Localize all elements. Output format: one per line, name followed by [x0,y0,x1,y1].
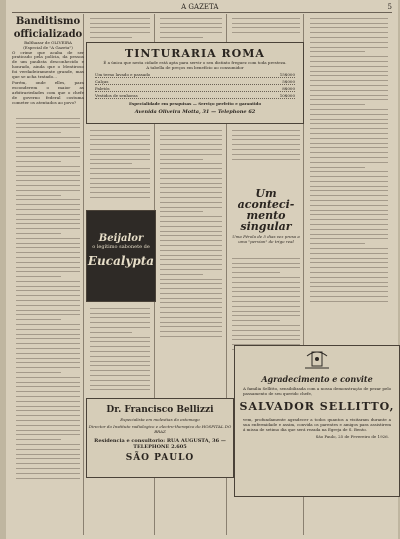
article-body-text [232,126,300,163]
price-label: Paletós [95,86,110,91]
article-body-text [90,304,150,394]
price-label: Vestidos de senhoras [95,93,138,98]
article-paragraph: O crime que acaba de ser praticado pela polícia, da pessoa de um paulista desconhecido e honrado, ainda que o Mentiroso foi verdadeiramente grande, mas que se acha tratado... [12,49,84,79]
price-value: 10$000 [279,93,295,98]
article-title: Um aconteci-mento singular [237,188,295,233]
article-author: Balthazar de OLIVEIRA [24,40,72,45]
notice-text2: vem, profundamente agradecer a todos quantos a visitaram durante a sua enfermidade e assim, convida os parentes e amigos para assistirem á missa de setimo dia que será rezada na Egreja de S. Bento. [243,417,391,432]
article-title-line2: officializado [13,29,83,40]
header-title: A GAZETA [181,3,219,11]
ad-doctor-role: Director do Instituto radiologico e electro-therapico do HOSPITAL DO BRAZ [88,424,232,434]
ad-beijalor-sub: o legítimo sabonete de [92,244,150,250]
ad-intro: É a única que nesta cidade está apta para servir o seu distinto freguez com toda presteza. [103,60,287,65]
ad-special: Especialidade em pesquisas — Serviço perfeito e garantido [128,101,261,106]
price-row [95,93,295,99]
article-body-text [160,126,222,341]
price-value: 5$000 [282,79,295,84]
page-header [12,2,392,13]
article-acontecimento [228,188,304,250]
ad-bellizzi [86,398,234,478]
ad-beijalor [86,210,156,302]
price-row [95,72,295,78]
notice-name: SALVADOR SELLITTO, [239,400,395,413]
price-value: 15$000 [279,72,295,77]
article-body-text [232,14,300,37]
article-subtitle: Uma Pérola de 5 dias vez presa a uma "pervian" de trigo real [232,234,300,244]
article-body-text [310,14,388,306]
article-body-text [232,254,300,354]
price-list [87,70,303,101]
article-body-text [16,114,80,482]
ad-subtitle: A tabella de preços em benefício ao consumidor [146,65,244,70]
notice-signature: São Paulo, 25 de Fevereiro de 1926. [315,434,389,439]
price-label: Um terno lavado e passado [95,72,151,77]
price-row [95,86,295,92]
notice-text: A familia Sellitto, sensibilizada com a nossa demonstração de pezar pelo passamento de seu querido chefe, [243,386,391,396]
ad-title: TINTURARIA ROMA [125,47,265,60]
ad-tinturaria-roma [86,42,304,124]
ad-doctor-city: SÃO PAULO [125,453,195,463]
header-page-number: 5 [387,3,392,11]
ad-doctor-specialty: Especialista em molestias do estomago [120,417,200,422]
price-label: Calças [95,79,109,84]
ad-footer-address: Avenida Oliveira Motta, 31 — Telephone 62 [134,109,256,115]
notice-sellitto [234,345,400,497]
crest-icon [303,350,331,370]
article-banditismo [12,14,84,535]
price-row [95,79,295,85]
ad-beijalor-brand: Eucalypta [87,254,155,268]
ad-doctor-name: Dr. Francisco Bellizzi [106,405,214,415]
notice-heading: Agradecimento e convite [261,374,373,384]
article-body-text [90,14,150,42]
ad-doctor-address: Residencia e consultorio: RUA AUGUSTA, 36 — TELEPHONE 2.605 [94,438,226,450]
article-body-text [90,126,150,202]
article-dateline: (Especial de "A Gazeta") [23,44,73,50]
newspaper-page [6,0,398,539]
ad-beijalor-title: Beijalor [98,233,144,244]
article-title-line1: Banditismo [15,16,81,27]
price-value: 8$000 [282,86,295,91]
article-paragraph: Porém, onde elles, para esconderem o maior as arbitrariedades com que o chefe de governo federal costuma cometer os atentados ao povo? [12,80,84,105]
article-body-text [160,14,222,42]
